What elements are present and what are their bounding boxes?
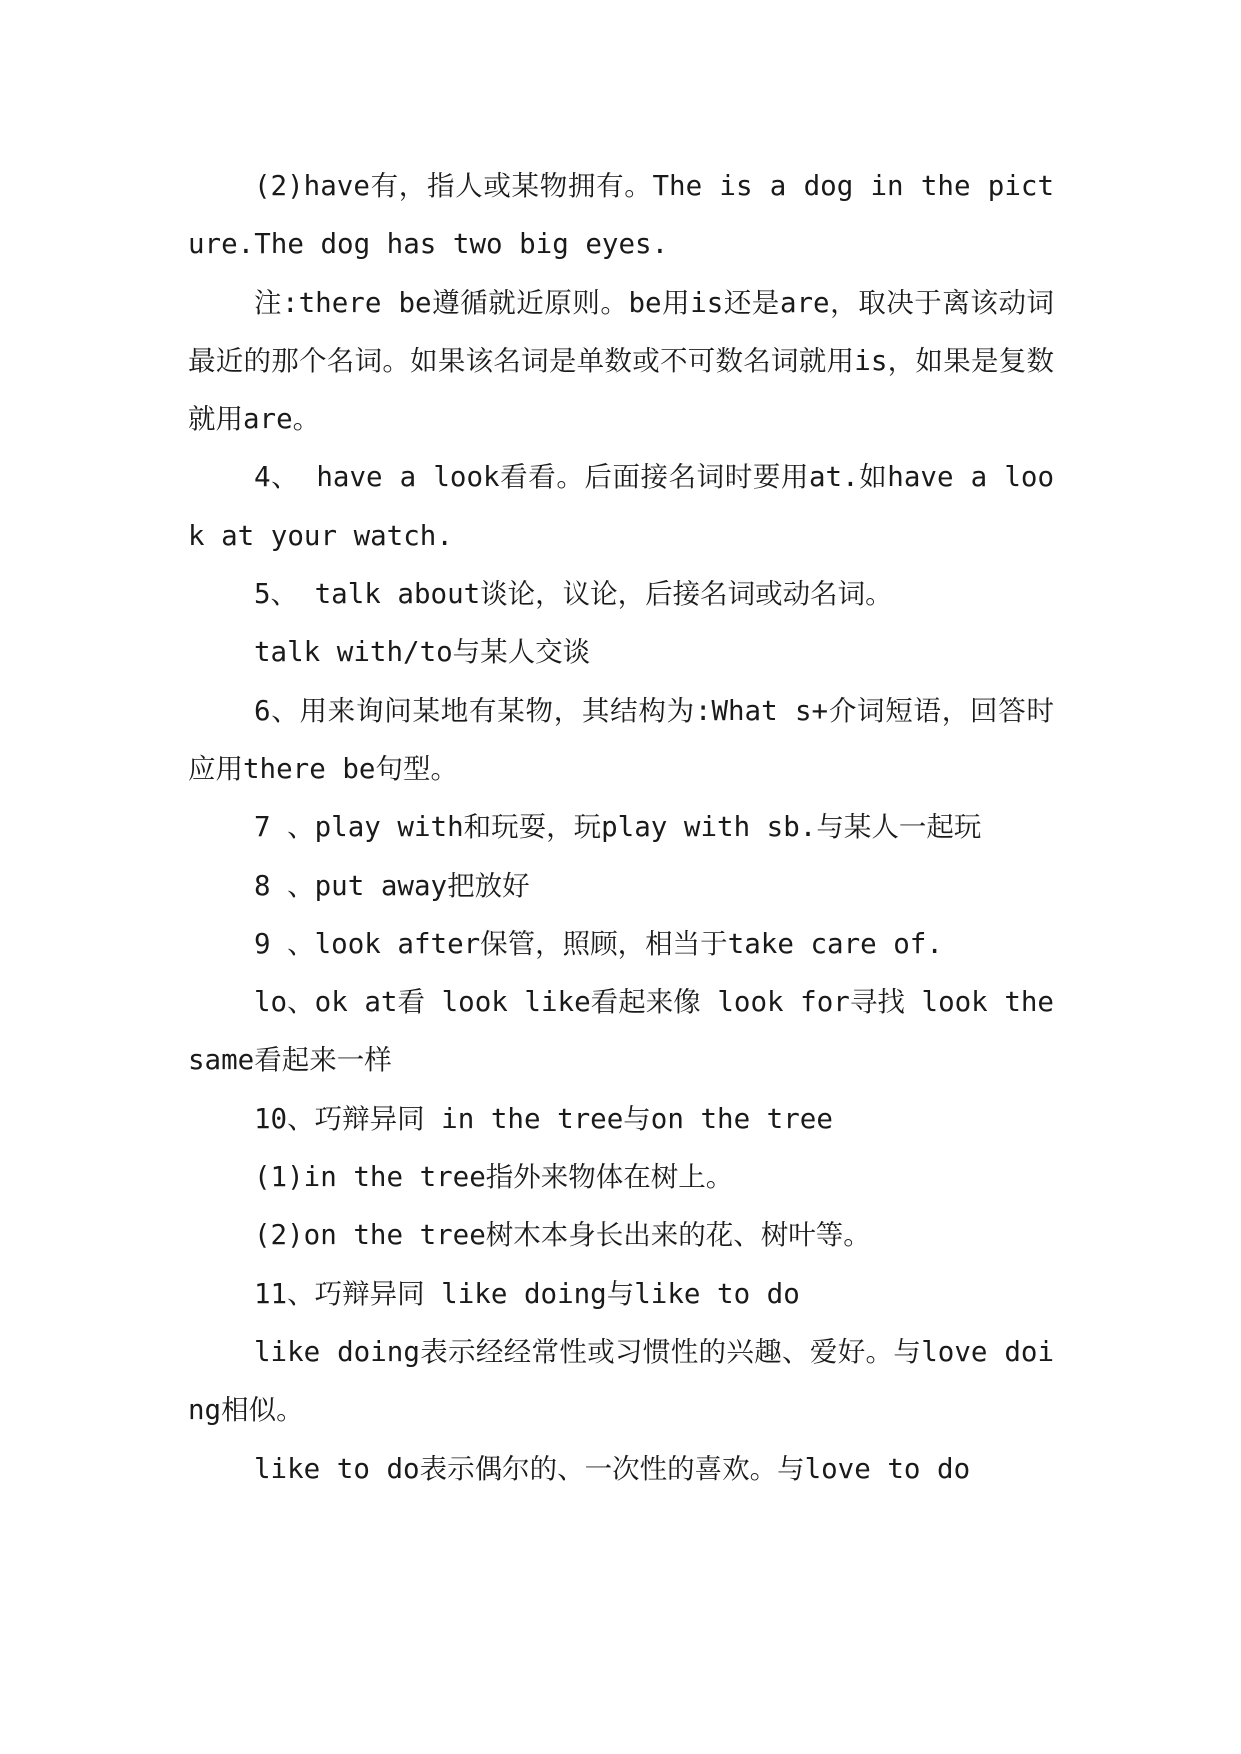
paragraph-item-9: 9 、look after保管，照顾，相当于take care of. [254, 927, 943, 960]
paragraph-item-4: 4、 have a look看看。后面接名词时要用at.如have a look at your watch. [188, 461, 1054, 552]
paragraph-like-doing: like doing表示经经常性或习惯性的兴趣、爱好。与love doing相似。 [188, 1335, 1054, 1427]
paragraph-like-to-do: like to do表示偶尔的、一次性的喜欢。与love to do [254, 1452, 971, 1485]
paragraph-talk-with: talk with/to与某人交谈 [254, 636, 591, 669]
paragraph-item-8: 8 、put away把放好 [254, 869, 530, 902]
paragraph-item-7: 7 、play with和玩耍，玩play with sb.与某人一起玩 [254, 811, 982, 844]
paragraph-look-phrases: lo、ok at看 look like看起来像 look for寻找 look the same看起来一样 [188, 986, 1054, 1077]
paragraph-item-6: 6、用来询问某地有某物，其结构为:What s+介词短语，回答时应用there be句型。 [188, 694, 1054, 785]
paragraph-there-be-note: 注:there be遵循就近原则。be用is还是are，取决于离该动词最近的那个名词。如果该名词是单数或不可数名词就用is，如果是复数就用are。 [188, 286, 1054, 436]
paragraph-have-meaning: (2)have有，指人或某物拥有。The is a dog in the picture.The dog has two big eyes. [188, 170, 1054, 261]
paragraph-item-10: 10、巧辩异同 in the tree与on the tree [254, 1102, 833, 1135]
paragraph-on-the-tree: (2)on the tree树木本身长出来的花、树叶等。 [254, 1219, 871, 1252]
paragraph-item-5: 5、 talk about谈论，议论，后接名词或动名词。 [254, 578, 893, 611]
document-body [188, 157, 1054, 1498]
paragraph-in-the-tree: (1)in the tree指外来物体在树上。 [254, 1161, 734, 1194]
paragraph-item-11: 11、巧辩异同 like doing与like to do [254, 1277, 800, 1310]
